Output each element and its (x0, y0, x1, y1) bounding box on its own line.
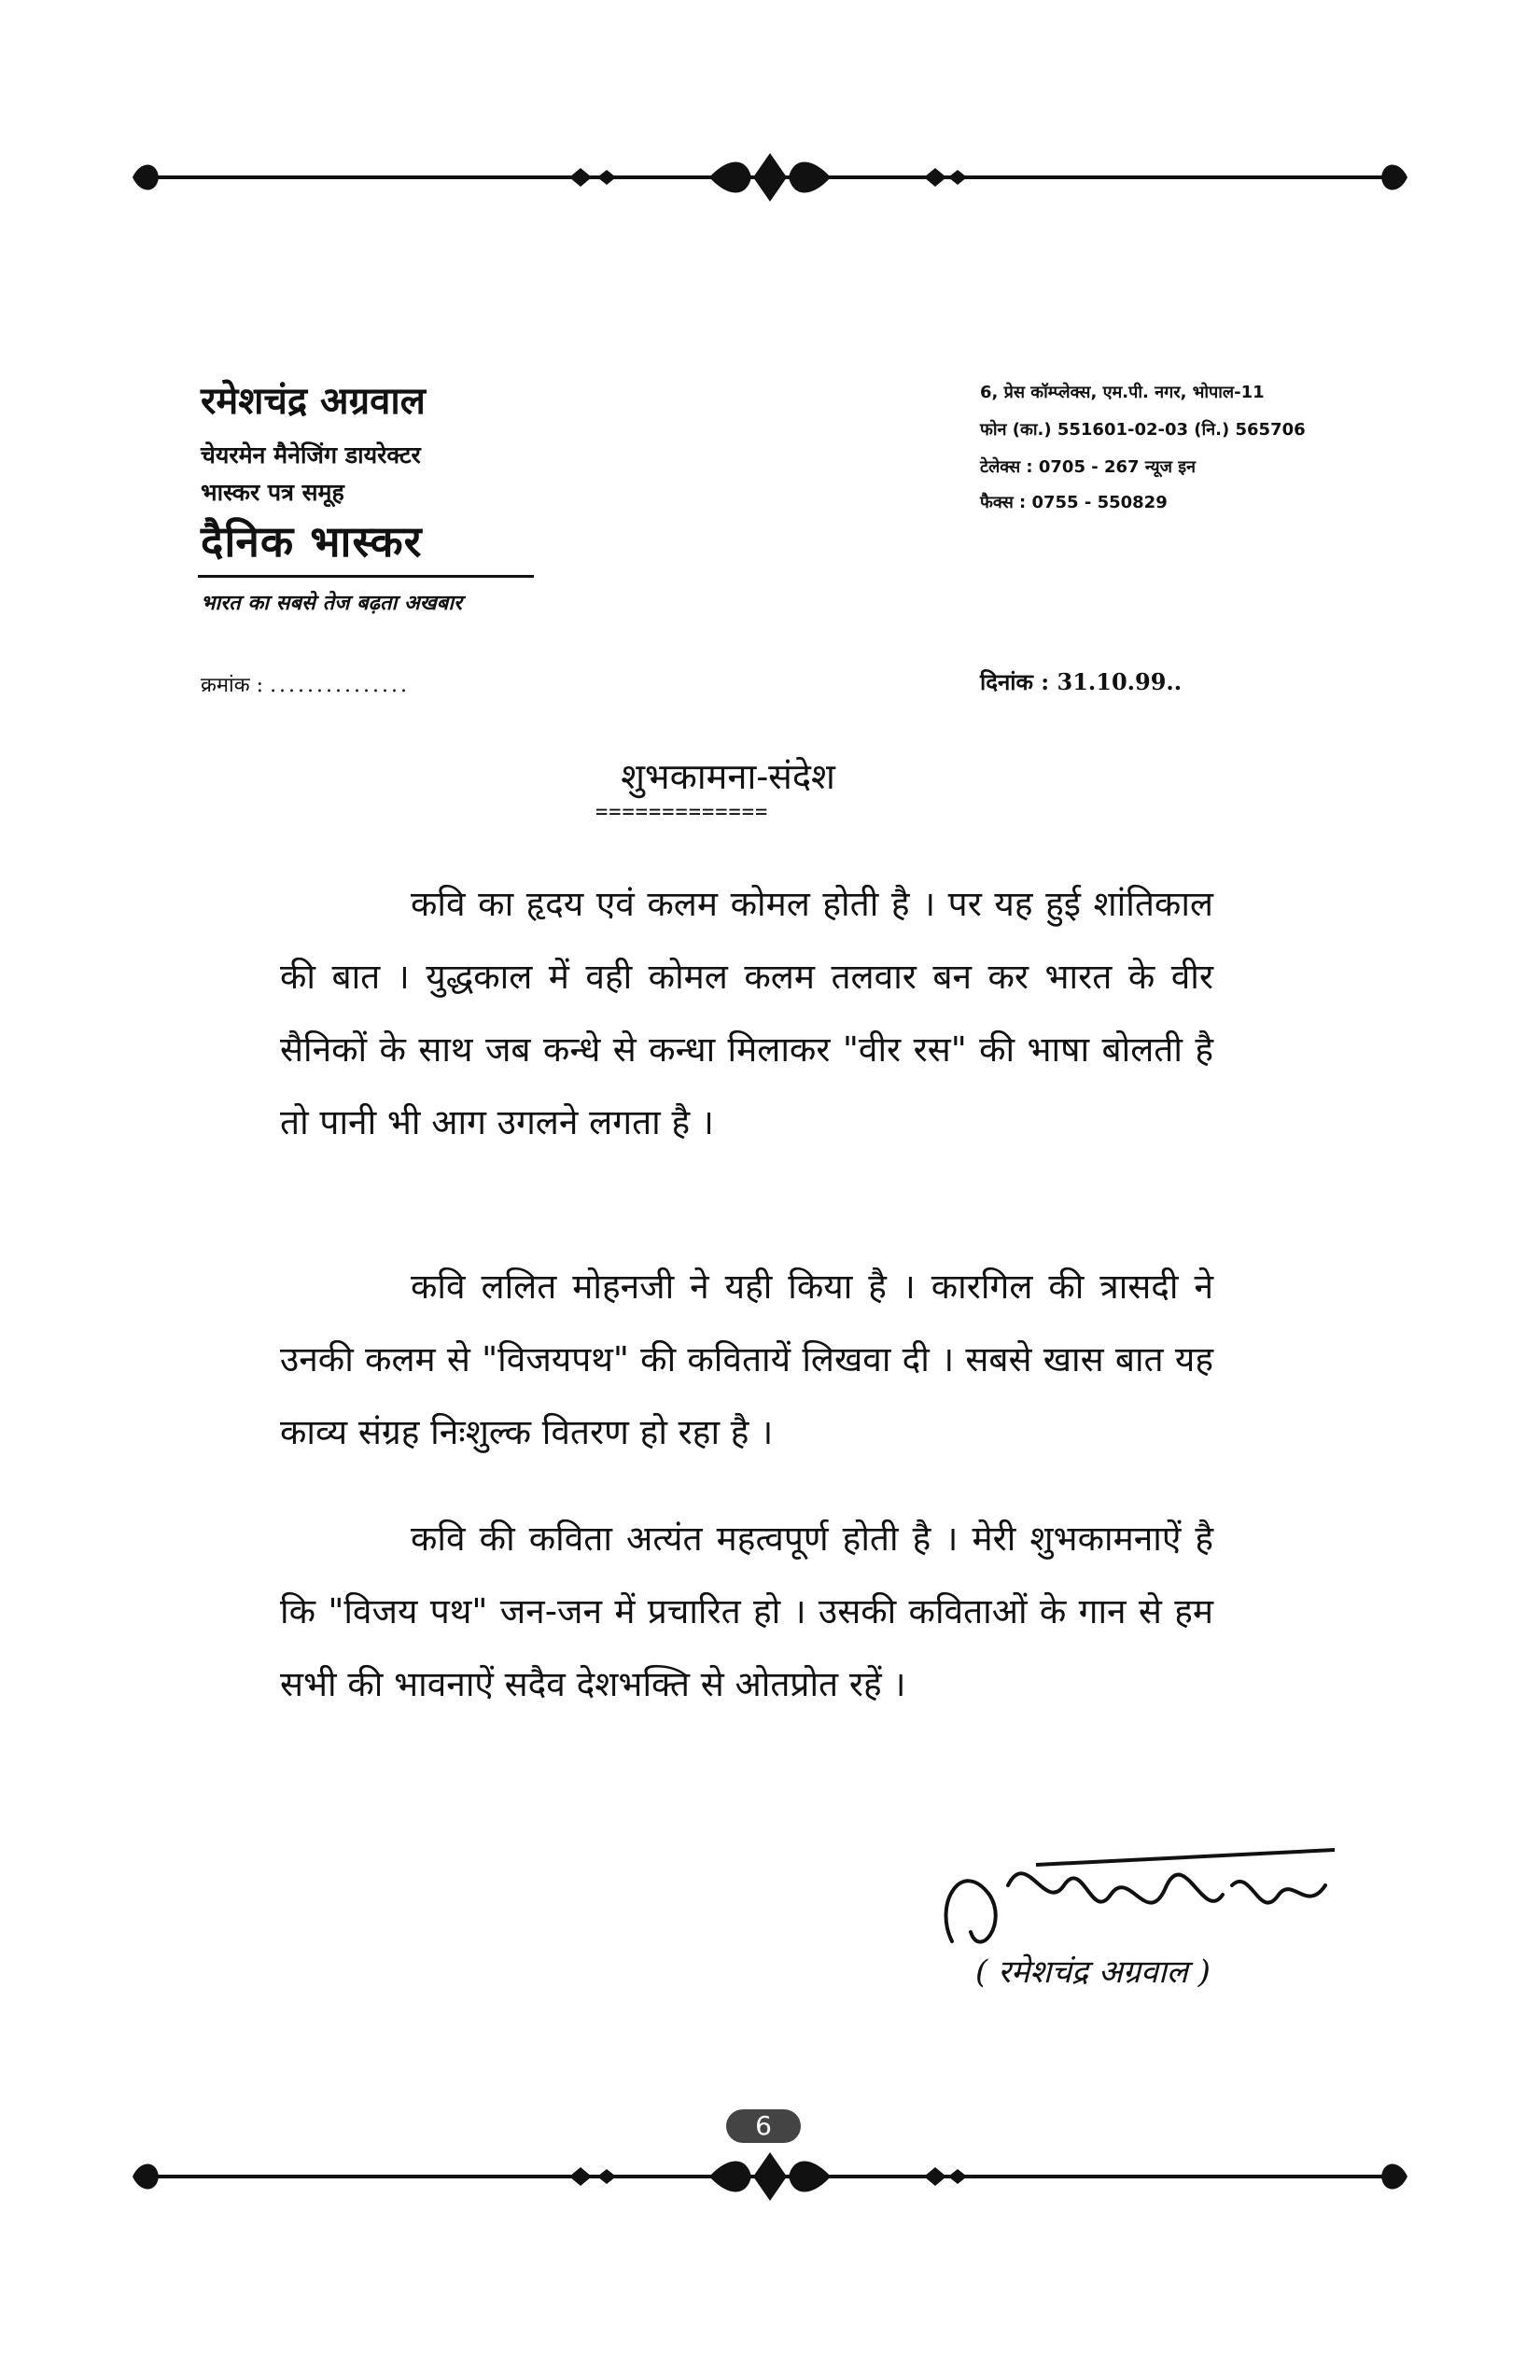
brand-divider (198, 575, 534, 578)
reference-value: ............... (270, 674, 410, 697)
sender-designation: चेयरमेन मैनेजिंग डायरेक्टर (201, 441, 421, 469)
letter-date (980, 666, 1182, 697)
letter-title: शुभकामना-संदेश (621, 756, 835, 797)
brand-logo-text: दैनिक भास्कर (201, 516, 423, 567)
sender-group: भास्कर पत्र समूह (201, 479, 344, 506)
letter-paragraph-1: कवि का हृदय एवं कलम कोमल होती है । पर यह हुई शांतिकाल की बात । युद्धकाल में वही कोमल कलम तलवार बन कर भारत के वीर सैनिकों के साथ जब कन्धे से कन्धा मिलाकर "वीर रस" की भाषा बोलती है तो पानी भी आग उगलने लगता है । (280, 884, 1213, 1142)
letter-title-underline: ============= (595, 801, 769, 824)
reference-number (201, 670, 410, 698)
date-label: दिनांक : (980, 668, 1050, 695)
signatory-name: ( रमेशचंद्र अग्रवाल ) (975, 1953, 1211, 1991)
letter-paragraph-2: कवि ललित मोहनजी ने यही किया है । कारगिल की त्रासदी ने उनकी कलम से "विजयपथ" की कवितायें लिखवा दी । सबसे खास बात यह काव्य संग्रह निःशुल्क वितरण हो रहा है । (280, 1267, 1213, 1452)
sender-name: रमेशचंद्र अग्रवाल (201, 379, 426, 423)
contact-fax: फैक्स : 0755 - 550829 (980, 493, 1168, 512)
top-ornament-divider (131, 149, 1409, 205)
contact-telex: टेलेक्स : 0705 - 267 न्यूज इन (980, 457, 1197, 477)
reference-label: क्रमांक : (201, 674, 264, 697)
brand-tagline: भारत का सबसे तेज बढ़ता अखबार (201, 591, 463, 615)
contact-address: 6, प्रेस कॉम्प्लेक्स, एम.पी. नगर, भोपाल-11 (980, 383, 1265, 402)
date-value: 31.10.99.. (1057, 668, 1183, 695)
letter-paragraph-3: कवि की कविता अत्यंत महत्वपूर्ण होती है । मेरी शुभकामनाऐं है कि "विजय पथ" जन-जन में प्रचारित हो । उसकी कविताओं के गान से हम सभी की भावनाऐं सदैव देशभक्ति से ओतप्रोत रहें । (280, 1519, 1213, 1704)
bottom-ornament-divider (131, 2149, 1409, 2205)
page-number-badge: 6 (726, 2109, 801, 2143)
contact-phone: फोन (का.) 551601-02-03 (नि.) 565706 (980, 420, 1306, 440)
